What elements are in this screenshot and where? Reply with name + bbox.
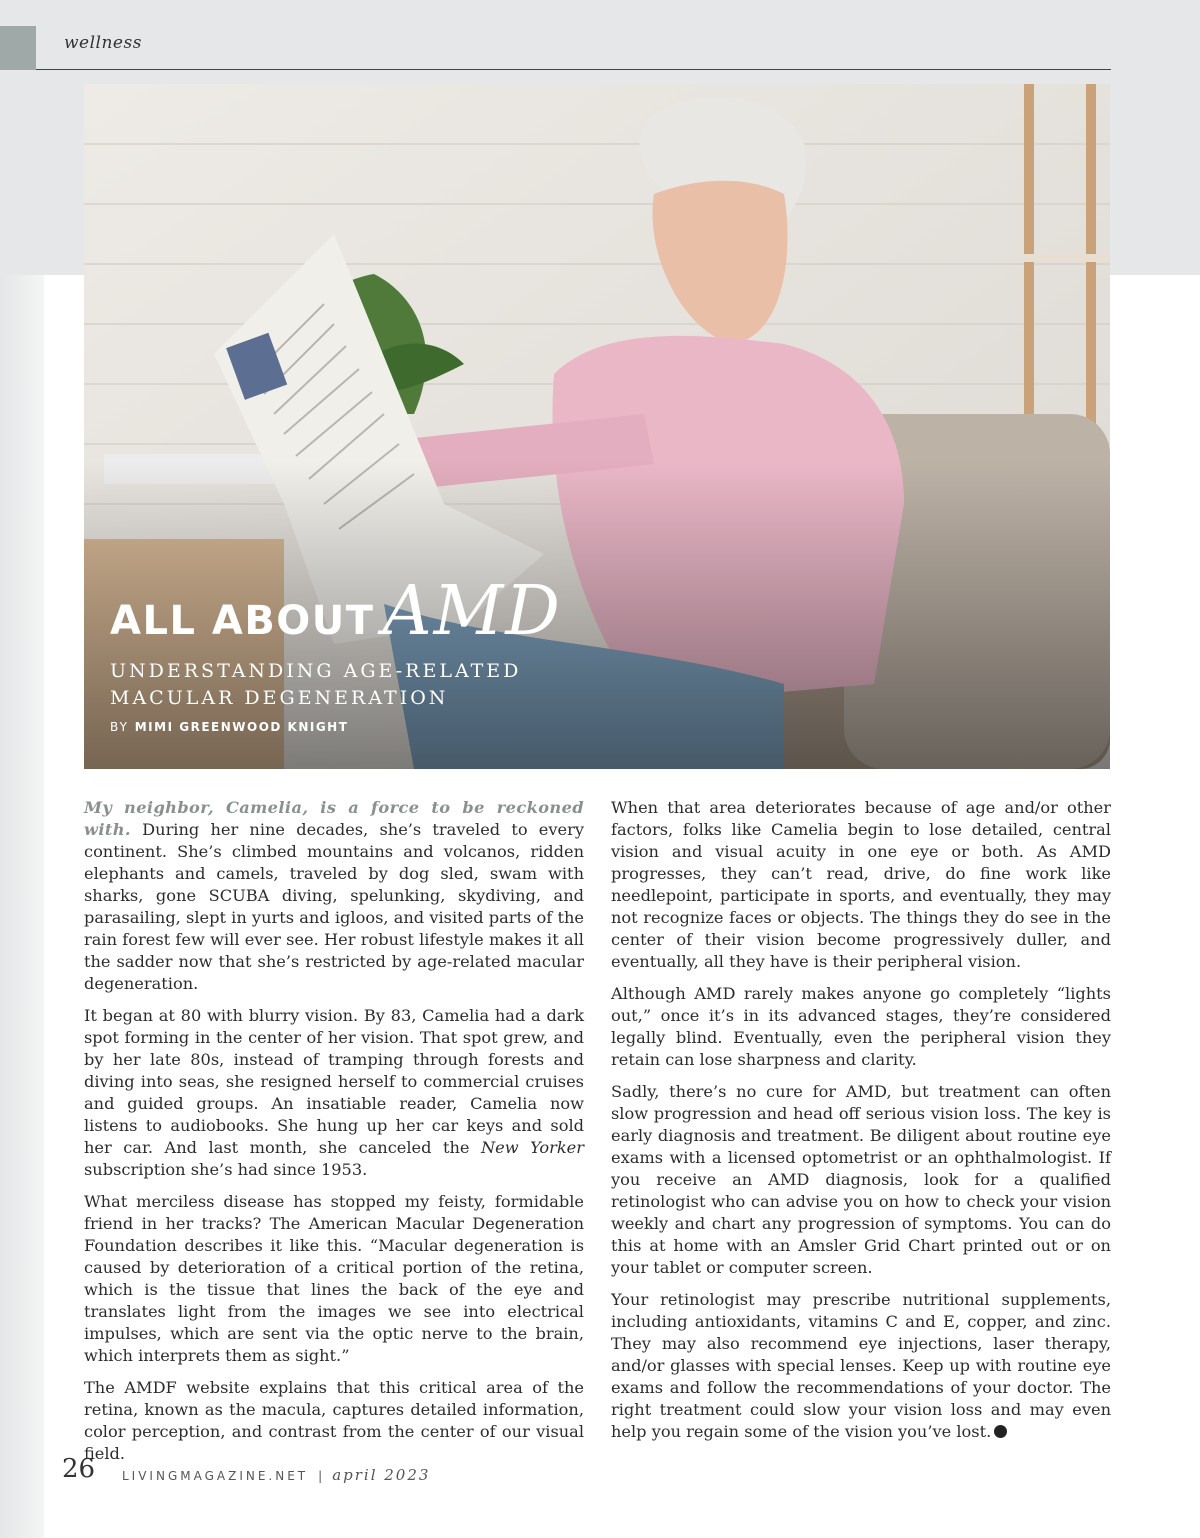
end-mark-icon bbox=[994, 1425, 1007, 1438]
page-left-band bbox=[0, 275, 44, 1538]
lead-sentence: My neighbor, Camelia, is a force to be reckoned with. bbox=[84, 798, 584, 839]
article-subtitle: UNDERSTANDING AGE-RELATED MACULAR DEGENERATION bbox=[110, 660, 522, 709]
paragraph bbox=[611, 1289, 1111, 1443]
page-number: 26 bbox=[62, 1454, 96, 1484]
paragraph-text: Your retinologist may prescribe nutritional supplements, including antioxidants, vitamins C and E, copper, and zinc. They may also recommend eye injections, laser therapy, and/or glasses with special lenses. Keep up with routine eye exams and follow the recommendations of your doctor. The right treatment could slow your vision loss and may even help you regain some of the vision you’ve lost. bbox=[611, 1290, 1111, 1441]
header-rule bbox=[36, 69, 1111, 70]
footer-site: LIVINGMAGAZINE.NET bbox=[122, 1469, 309, 1483]
footer bbox=[122, 1466, 430, 1484]
paragraph-text: subscription she’s had since 1953. bbox=[84, 1160, 368, 1179]
paragraph: The AMDF website explains that this critical area of the retina, known as the macula, captures detailed information, color perception, and contrast from the center of our visual field. bbox=[84, 1378, 584, 1463]
byline-prefix: BY bbox=[110, 720, 129, 734]
article-column-right bbox=[611, 797, 1111, 1453]
paragraph-text: During her nine decades, she’s traveled to every continent. She’s climbed mountains and volcanos, ridden elephants and camels, traveled by dog sled, swam with sharks, gone SCUBA diving, spelunking, skydiving, and parasailing, slept in yurts and igloos, and visited parts of the rain forest few will ever see. Her robust lifestyle makes it all the sadder now that she’s restricted by age-related macular degeneration. bbox=[84, 820, 584, 993]
title-bold-part: ALL ABOUT bbox=[110, 598, 375, 644]
footer-separator: | bbox=[318, 1469, 323, 1483]
section-tab bbox=[0, 26, 36, 70]
title-serif-part: AMD bbox=[382, 572, 562, 651]
section-label: wellness bbox=[64, 33, 142, 53]
publication-title: New Yorker bbox=[481, 1138, 584, 1157]
byline bbox=[110, 720, 348, 734]
paragraph bbox=[84, 797, 584, 995]
byline-author: MIMI GREENWOOD KNIGHT bbox=[134, 720, 349, 734]
paragraph: When that area deteriorates because of age and/or other factors, folks like Camelia begin to lose detailed, central vision and visual acuity in one eye or both. As AMD progresses, they can’t read, drive, do fine work like needlepoint, participate in sports, and eventually, they may not recognize faces or objects. The things they do see in the center of their vision become progressively duller, and eventually, all they have is their peripheral vision. bbox=[611, 798, 1111, 971]
paragraph bbox=[84, 1005, 584, 1181]
article-title bbox=[110, 572, 562, 651]
article-column-left bbox=[84, 797, 584, 1475]
paragraph: Sadly, there’s no cure for AMD, but treatment can often slow progression and head off serious vision loss. The key is early diagnosis and treatment. Be diligent about routine eye exams with a licensed optometrist or an ophthalmologist. If you receive an AMD diagnosis, look for a qualified retinologist who can advise you on how to check your vision weekly and chart any progression of symptoms. You can do this at home with an Amsler Grid Chart printed out or on your tablet or computer screen. bbox=[611, 1082, 1111, 1277]
paragraph-text: It began at 80 with blurry vision. By 83, Camelia had a dark spot forming in the center of her vision. That spot grew, and by her late 80s, instead of tramping through forests and diving into seas, she resigned herself to commercial cruises and guided groups. An insatiable reader, Camelia now listens to audiobooks. She hung up her car keys and sold her car. And last month, she canceled the bbox=[84, 1006, 584, 1157]
paragraph: Although AMD rarely makes anyone go completely “lights out,” once it’s in its advanced stages, they’re considered legally blind. Eventually, even the peripheral vision they retain can lose sharpness and clarity. bbox=[611, 984, 1111, 1069]
footer-date: april 2023 bbox=[332, 1466, 431, 1484]
paragraph: What merciless disease has stopped my feisty, formidable friend in her tracks? The American Macular Degeneration Foundation describes it like this. “Macular degeneration is caused by deterioration of a critical portion of the retina, which is the tissue that lines the back of the eye and translates light from the images we see into electrical impulses, which are sent via the optic nerve to the brain, which interprets them as sight.” bbox=[84, 1192, 584, 1365]
